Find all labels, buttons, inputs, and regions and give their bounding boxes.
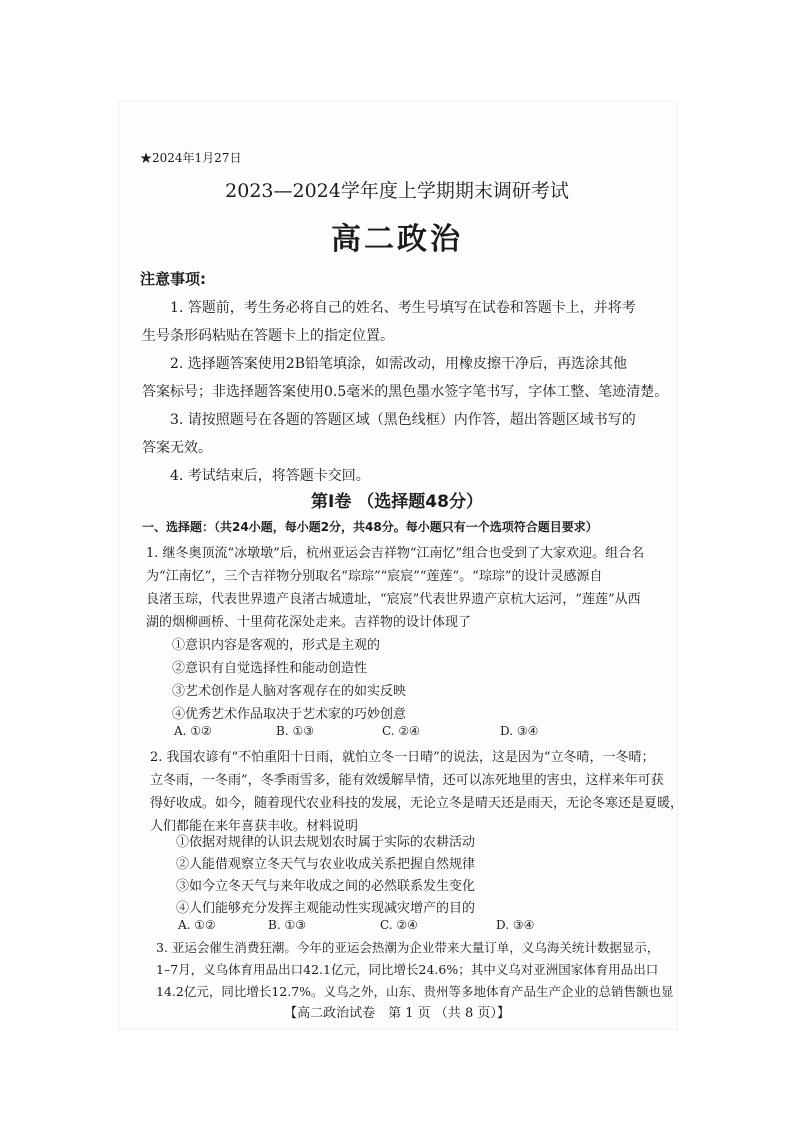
notice-line: 3. 请按照题号在各题的答题区域（黑色线框）内作答，超出答题区域书写的 [170,412,636,428]
q1-option: ③艺术创作是人脑对客观存在的如实反映 [172,684,407,699]
q2-line: 得好收成。如今，随着现代农业科技的发展，无论立冬是晴天还是雨天，无论冬寒还是夏暖， [150,796,684,811]
page-footer: 【高二政治试卷 第 1 页 （共 8 页）】 [284,1006,510,1021]
q1-line: 为“江南忆”，三个吉祥物分别取名“琮琮”“宸宸”“莲莲”。“琮琮”的设计灵感源自 [146,569,603,584]
notice-line: 答案标号；非选择题答案使用0.5毫米的黑色墨水签字笔书写，字体工整、笔迹清楚。 [142,384,669,400]
q1-line: 1. 继冬奥顶流“冰墩墩”后，杭州亚运会吉祥物“江南忆”组合也受到了大家欢迎。组合名 [146,546,645,561]
q2-choice-a: A. ①② [178,918,216,932]
q2-option: ①依据对规律的认识去规划农时属于实际的农耕活动 [176,835,476,850]
q2-option: ④人们能够充分发挥主观能动性实现减灾增产的目的 [176,901,476,916]
q1-option: ②意识有自觉选择性和能动创造性 [172,661,368,676]
subject-title: 高二政治 [331,222,463,257]
notice-line: 2. 选择题答案使用2B铅笔填涂，如需改动，用橡皮擦干净后，再选涂其他 [170,356,628,372]
q3-line: 14.2亿元，同比增长12.7%。义乌之外，山东、贵州等多地体育产品生产企业的总销售额也显 [156,984,674,999]
q1-line: 良渚玉琮，代表世界遗产良渚古城遗址，“宸宸”代表世界遗产京杭大运河，“莲莲”从西 [146,592,641,607]
q1-option: ④优秀艺术作品取决于艺术家的巧妙创意 [172,707,407,722]
q3-line: 1–7月，义乌体育用品出口42.1亿元，同比增长24.6%；其中义乌对亚洲国家体育用品出口 [156,962,659,977]
q2-line: 人们都能在来年喜获丰收。材料说明 [150,819,359,834]
notice-line: 1. 答题前，考生务必将自己的姓名、考生号填写在试卷和答题卡上，并将考 [170,300,636,316]
section-title: 第Ⅰ卷 （选择题48分） [311,492,483,512]
notice-heading: 注意事项: [140,270,206,288]
q1-choice-b: B. ①③ [276,724,314,738]
notice-line: 生号条形码粘贴在答题卡上的指定位置。 [142,328,394,344]
notice-line: 4. 考试结束后，将答题卡交回。 [170,468,370,484]
exam-title: 2023—2024学年度上学期期末调研考试 [225,180,569,202]
exam-date: ★2024年1月27日 [140,151,242,165]
q2-choice-c: C. ②④ [380,918,418,932]
notice-line: 答案无效。 [142,440,212,456]
part-heading: 一、选择题：（共24小题，每小题2分，共48分。每小题只有一个选项符合题目要求） [142,520,598,534]
q2-option: ②人能借观察立冬天气与农业收成关系把握自然规律 [176,857,476,872]
q2-choice-d: D. ③④ [496,918,535,932]
q1-choice-d: D. ③④ [500,724,539,738]
q2-line: 2. 我国农谚有“不怕重阳十日雨，就怕立冬一日晴”的说法，这是因为“立冬晴，一冬晴； [150,750,655,765]
q1-line: 湖的烟柳画桥、十里荷花深处走来。吉祥物的设计体现了 [146,615,472,630]
q1-choice-c: C. ②④ [382,724,420,738]
q2-line: 立冬雨，一冬雨”，冬季雨雪多，能有效缓解旱情，还可以冻死地里的害虫，这样来年可获 [150,773,664,788]
q2-option: ③如今立冬天气与来年收成之间的必然联系发生变化 [176,879,476,894]
q3-line: 3. 亚运会催生消费狂潮。今年的亚运会热潮为企业带来大量订单，义乌海关统计数据显示， [156,940,660,955]
q2-choice-b: B. ①③ [268,918,306,932]
q1-option: ①意识内容是客观的，形式是主观的 [172,638,381,653]
q1-choice-a: A. ①② [174,724,212,738]
